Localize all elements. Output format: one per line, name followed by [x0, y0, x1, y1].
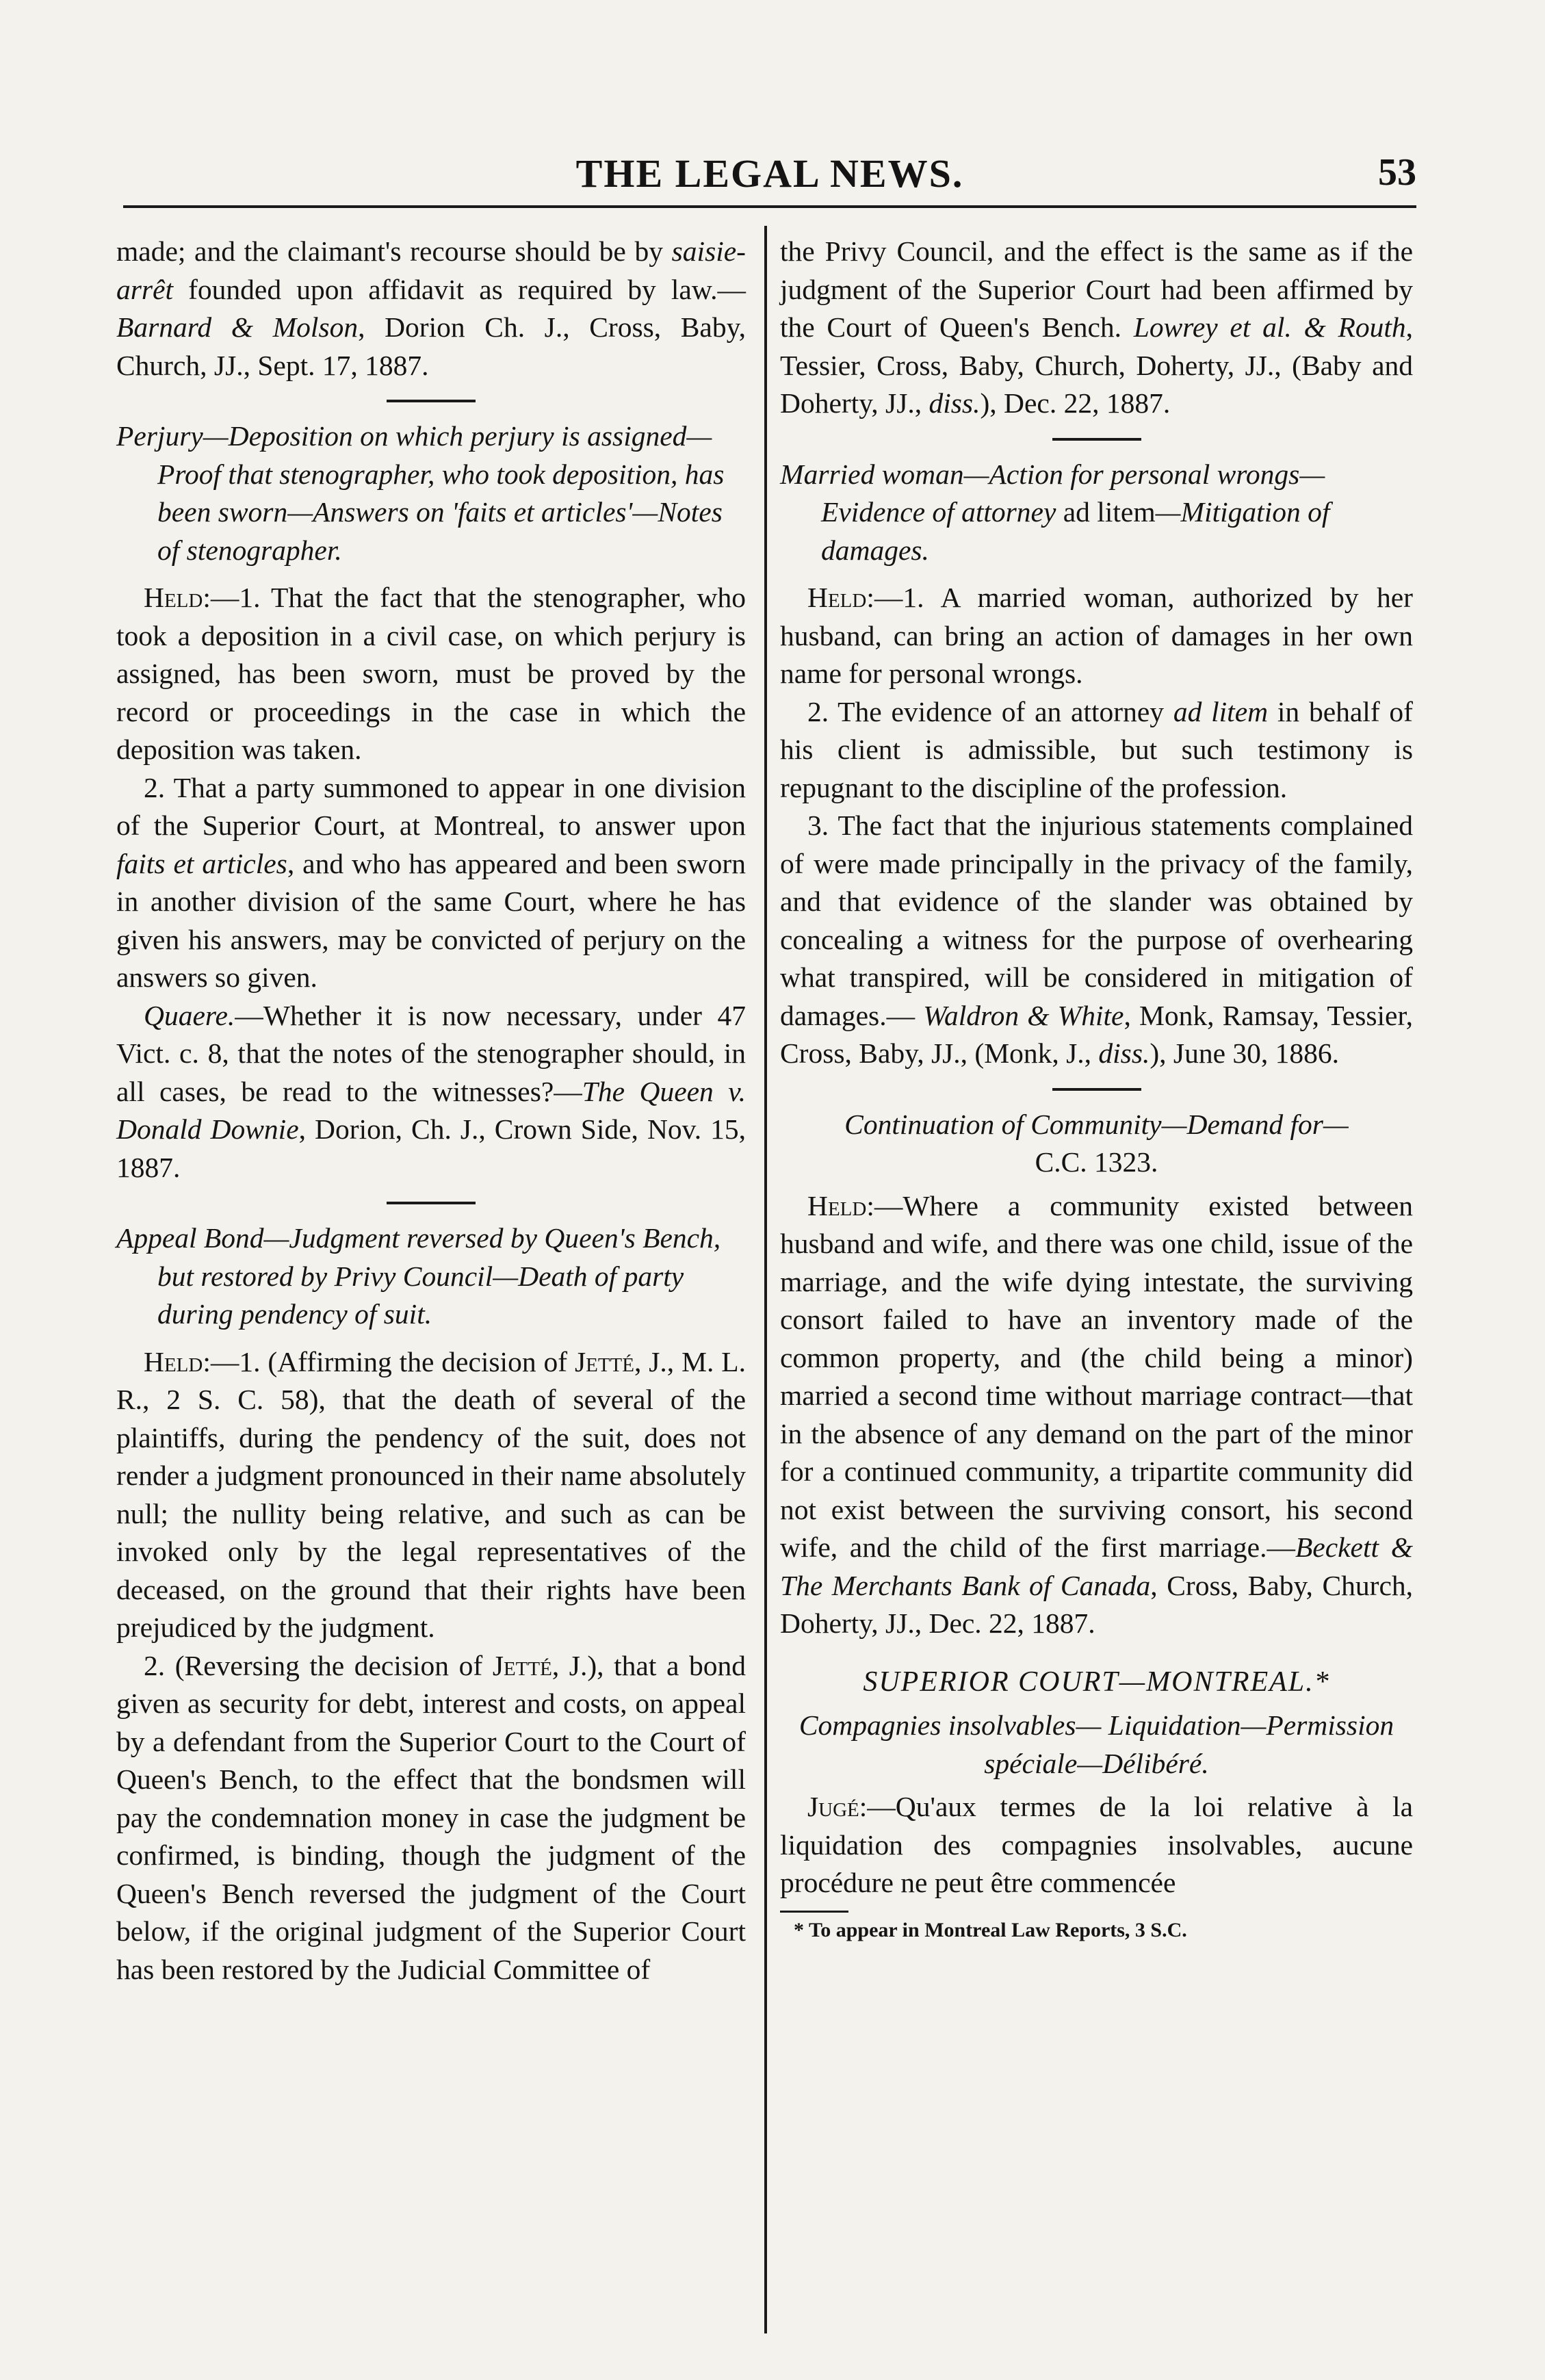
- text-run: :—1. (Affirming the decision of: [203, 1345, 575, 1377]
- text-run: , Cross, Baby, Church, Doherty, JJ., Dec. 22, 1887.: [780, 1569, 1414, 1639]
- paragraph-juge: [780, 1788, 1413, 1902]
- held-label: Held: [144, 1345, 203, 1377]
- text-run: 2. That a party summoned to appear in one division of the Superior Court, at Montreal, to answer upon: [116, 771, 746, 841]
- paragraph-privy-council: [780, 233, 1413, 423]
- text-run: the Privy Council, and the effect is the same as if the judgment of the Superior Court had been affirmed by the Court of Queen's Bench.: [780, 235, 1413, 343]
- text-run: :—1. That the fact that the stenographer, who took a deposition in a civil case, on which perjury is assigned, has been sworn, must be proved by the record or proceedings in the case in which the deposition was taken.: [116, 582, 746, 765]
- case-name: Barnard & Molson: [116, 311, 359, 343]
- italic-run: ad litem: [1173, 695, 1269, 727]
- running-title: THE LEGAL NEWS.: [575, 151, 964, 196]
- text-run: , Monk, Ramsay, Tessier, Cross, Baby, JJ., (Monk, J.,: [780, 999, 1413, 1069]
- text-run: ), Dec. 22, 1887.: [980, 387, 1171, 419]
- headnote-married-woman: [780, 456, 1413, 570]
- italic-run: diss.: [1098, 1037, 1150, 1069]
- paragraph-perjury-held-1: [116, 579, 746, 769]
- paragraph-claimant-recourse: [116, 233, 746, 385]
- text-run: ad litem: [1063, 496, 1156, 528]
- text-run: made; and the claimant's recourse should be by: [116, 235, 672, 267]
- text-run: Continuation of Community—Demand for—: [844, 1108, 1349, 1140]
- text-run: ), June 30, 1886.: [1150, 1037, 1339, 1069]
- text-run: 2. (Reversing the decision of: [144, 1649, 493, 1681]
- paragraph-married-held-2: [780, 693, 1413, 807]
- paragraph-community-held: [780, 1187, 1413, 1643]
- section-separator: [387, 1202, 476, 1204]
- held-label: Held: [144, 582, 203, 613]
- footnote-rule: [780, 1911, 848, 1913]
- footnote: * To appear in Montreal Law Reports, 3 S.C.: [794, 1918, 1187, 1941]
- text-run: —Mitigation of damages.: [821, 496, 1330, 566]
- text-run: 3. The fact that the injurious statements complained of were made principally in the privacy of the family, and that evidence of the slander was obtained by concealing a witness for the purpose of overhearing what transpired, will be considered in mitigation of damages.—: [780, 810, 1413, 1031]
- text-run: , J.), that a bond given as security for debt, interest and costs, on appeal by a defendant from the Superior Court to the Court of Queen's Bench, to the effect that the bondsmen will pay the condemnation money in case the judgment be confirmed, is binding, though the judgment of the Queen's Bench reversed the judgment of the Court below, if the original judgment of the Superior Court has been restored by the Judicial Committee of: [116, 1649, 746, 1985]
- case-name: Lowrey et al. & Routh: [1133, 311, 1406, 343]
- headnote-appeal-bond: Appeal Bond—Judgment reversed by Queen's Bench, but restored by Privy Council—Death of party during pendency of suit.: [116, 1222, 721, 1330]
- text-run: , Dorion Ch. J., Cross, Baby, Church, JJ., Sept. 17, 1887.: [116, 311, 746, 381]
- section-separator: [387, 400, 476, 402]
- text-run: —Whether it is now necessary, under 47 Vict. c. 8, that the notes of the stenographer should, in all cases, be read to the witnesses?—: [116, 999, 746, 1107]
- left-column: [116, 233, 746, 1989]
- held-label: Held: [807, 582, 867, 613]
- page-number: 53: [1378, 151, 1416, 194]
- judge-name: Jetté: [574, 1345, 634, 1377]
- text-run: in behalf of his client is admissible, but such testimony is repugnant to the discipline of the profession.: [780, 695, 1414, 803]
- text-run: , and who has appeared and been sworn in another division of the same Court, where he has given his answers, may be convicted of perjury on the answers so given.: [116, 847, 746, 993]
- italic-run: diss.: [929, 387, 981, 419]
- case-name: The Queen v. Donald Downie: [116, 1075, 746, 1145]
- text-run: , Dorion, Ch. J., Crown Side, Nov. 15, 1887.: [116, 1113, 746, 1183]
- column-divider: [764, 226, 767, 2333]
- juge-label: Jugé: [807, 1791, 859, 1822]
- text-run: C.C. 1323.: [1035, 1146, 1158, 1178]
- section-separator: [1052, 1088, 1141, 1091]
- italic-run: faits et articles: [116, 847, 287, 879]
- headnote-perjury: Perjury—Deposition on which perjury is assigned—Proof that stenographer, who took deposition, has been sworn—Answers on 'faits et articles'—Notes of stenographer.: [116, 420, 725, 566]
- superior-court-heading: SUPERIOR COURT—MONTREAL.*: [863, 1666, 1330, 1698]
- quaere-label: Quaere.: [144, 999, 235, 1031]
- text-run: :—Qu'aux termes de la loi relative à la liquidation des compagnies insolvables, aucune procédure ne peut être commencée: [780, 1791, 1413, 1898]
- held-label: Held: [807, 1189, 867, 1221]
- text-run: :—Where a community existed between husband and wife, and there was one child, issue of the marriage, and the wife dying intestate, the surviving consort failed to have an inventory made of the common property, and (the child being a minor) married a second time without marriage contract—that in the absence of any demand on the part of the minor for a continued community, a tripartite community did not exist between the surviving consort, his second wife, and the child of the first marriage.—: [780, 1189, 1413, 1563]
- paragraph-appeal-held-1: [116, 1343, 746, 1647]
- italic-run: saisie-arrêt: [116, 235, 746, 305]
- case-name: Waldron & White: [923, 999, 1124, 1031]
- paragraph-married-held-1: [780, 579, 1413, 693]
- text-run: founded upon affidavit as required by law.—: [173, 273, 746, 305]
- case-name: Beckett & The Merchants Bank of Canada: [780, 1531, 1414, 1601]
- section-separator: [1052, 438, 1141, 441]
- headnote-community: [780, 1106, 1413, 1182]
- judge-name: Jetté: [492, 1649, 552, 1681]
- header-rule: [123, 205, 1416, 208]
- paragraph-perjury-held-2: [116, 769, 746, 997]
- headnote-compagnies: Compagnies insolvables— Liquidation—Permission spéciale—Délibéré.: [799, 1709, 1394, 1779]
- right-column: [780, 233, 1413, 1944]
- paragraph-quaere: [116, 997, 746, 1187]
- paragraph-appeal-held-2: [116, 1647, 746, 1989]
- text-run: 2. The evidence of an attorney: [807, 695, 1173, 727]
- text-run: , J., M. L. R., 2 S. C. 58), that the death of several of the plaintiffs, during the pendency of the suit, does not render a judgment pronounced in their name absolutely null; the nullity being relative, and such as can be invoked only by the legal representatives of the deceased, on the ground that their rights have been prejudiced by the judgment.: [116, 1345, 746, 1643]
- page-header: [123, 151, 1416, 205]
- paragraph-married-held-3: [780, 807, 1413, 1073]
- text-run: Married woman—Action for personal wrongs—Evidence of attorney: [780, 458, 1325, 528]
- text-run: :—1. A married woman, authorized by her husband, can bring an action of damages in her own name for personal wrongs.: [780, 582, 1413, 689]
- text-run: , Tessier, Cross, Baby, Church, Doherty, JJ., (Baby and Doherty, JJ.,: [780, 311, 1413, 419]
